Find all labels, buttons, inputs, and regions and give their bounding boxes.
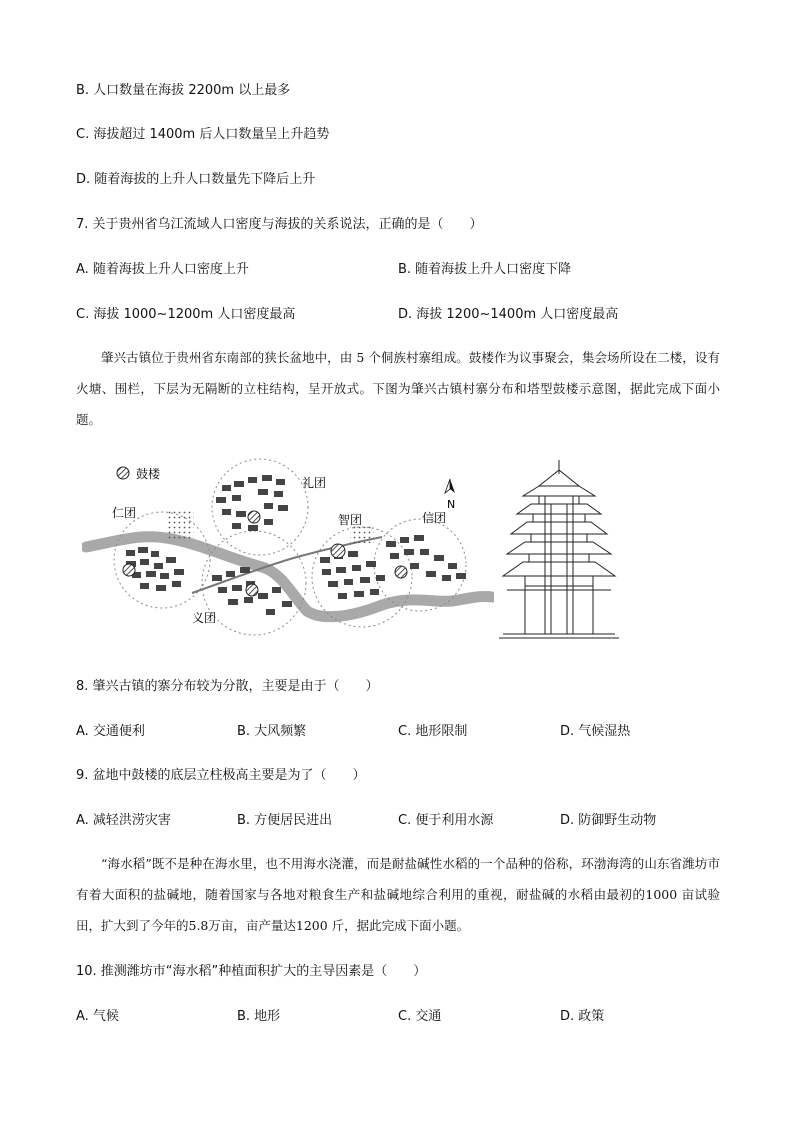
q8-option-c: C. 地形限制 <box>398 724 468 739</box>
q9-option-b: B. 方便居民进出 <box>237 813 333 828</box>
q8-option-a: A. 交通便利 <box>76 724 145 739</box>
village-label-xin: 信团 <box>422 511 447 525</box>
q8-stem: 8. 肇兴古镇的寨分布较为分散，主要是由于（ ） <box>76 679 379 694</box>
q10-stem: 10. 推测潍坊市“海水稻”种植面积扩大的主导因素是（ ） <box>76 964 427 979</box>
q6-option-d: D. 随着海拔的上升人口数量先下降后上升 <box>76 172 316 187</box>
q9-option-c: C. 便于利用水源 <box>398 813 494 828</box>
village-label-zhi: 智团 <box>338 513 363 527</box>
passage-zhaoxing-text: 肇兴古镇位于贵州省东南部的狭长盆地中，由 5 个侗族村寨组成。鼓楼作为议事聚会，集会场所设在二楼，设有火塘、围栏，下层为无隔断的立柱结构，呈开放式。下图为肇兴古镇村寨分布和塔型鼓楼示意图，据此完成下面小题。 <box>76 350 720 427</box>
q9-option-a: A. 减轻洪涝灾害 <box>76 813 171 828</box>
q7-stem: 7. 关于贵州省乌江流域人口密度与海拔的关系说法，正确的是（ ） <box>76 217 483 232</box>
passage-sea-rice <box>76 848 720 941</box>
legend-label: 鼓楼 <box>136 467 161 481</box>
q10-option-c: C. 交通 <box>398 1009 442 1024</box>
passage-sea-rice-text: “海水稻”既不是种在海水里，也不用海水浇灌，而是耐盐碱性水稻的一个品种的俗称，环渤海湾的山东省潍坊市有着大面积的盐碱地，随着国家与各地对粮食生产和盐碱地综合利用的重视，耐盐碱的水稻由最初的1000 亩试验田，扩大到了今年的5.8万亩，亩产量达1200 斤，据此完成下面小题。 <box>76 856 720 933</box>
q10-option-a: A. 气候 <box>76 1009 119 1024</box>
north-label: N <box>447 498 456 511</box>
drum-tower-legend-icon <box>117 467 129 479</box>
q6-option-c: C. 海拔超过 1400m 后人口数量呈上升趋势 <box>76 127 330 142</box>
q7-option-b: B. 随着海拔上升人口密度下降 <box>398 262 572 277</box>
q10-option-d: D. 政策 <box>560 1009 605 1024</box>
q7-option-a: A. 随着海拔上升人口密度上升 <box>76 262 249 277</box>
passage-zhaoxing <box>76 342 720 435</box>
q7-option-d: D. 海拔 1200~1400m 人口密度最高 <box>398 307 619 322</box>
drum-tower-drawing <box>495 458 623 640</box>
q9-option-d: D. 防御野生动物 <box>560 813 657 828</box>
q10-option-b: B. 地形 <box>237 1009 281 1024</box>
village-label-li: 礼团 <box>302 476 327 490</box>
village-map <box>82 455 494 645</box>
q6-option-b: B. 人口数量在海拔 2200m 以上最多 <box>76 83 291 98</box>
q8-option-b: B. 大风频繁 <box>237 724 307 739</box>
q8-option-d: D. 气候湿热 <box>560 724 631 739</box>
north-arrow-icon <box>450 479 455 493</box>
village-label-yi: 义团 <box>192 611 217 625</box>
q7-option-c: C. 海拔 1000~1200m 人口密度最高 <box>76 307 296 322</box>
village-label-ren: 仁团 <box>112 506 137 520</box>
q9-stem: 9. 盆地中鼓楼的底层立柱极高主要是为了（ ） <box>76 768 366 783</box>
